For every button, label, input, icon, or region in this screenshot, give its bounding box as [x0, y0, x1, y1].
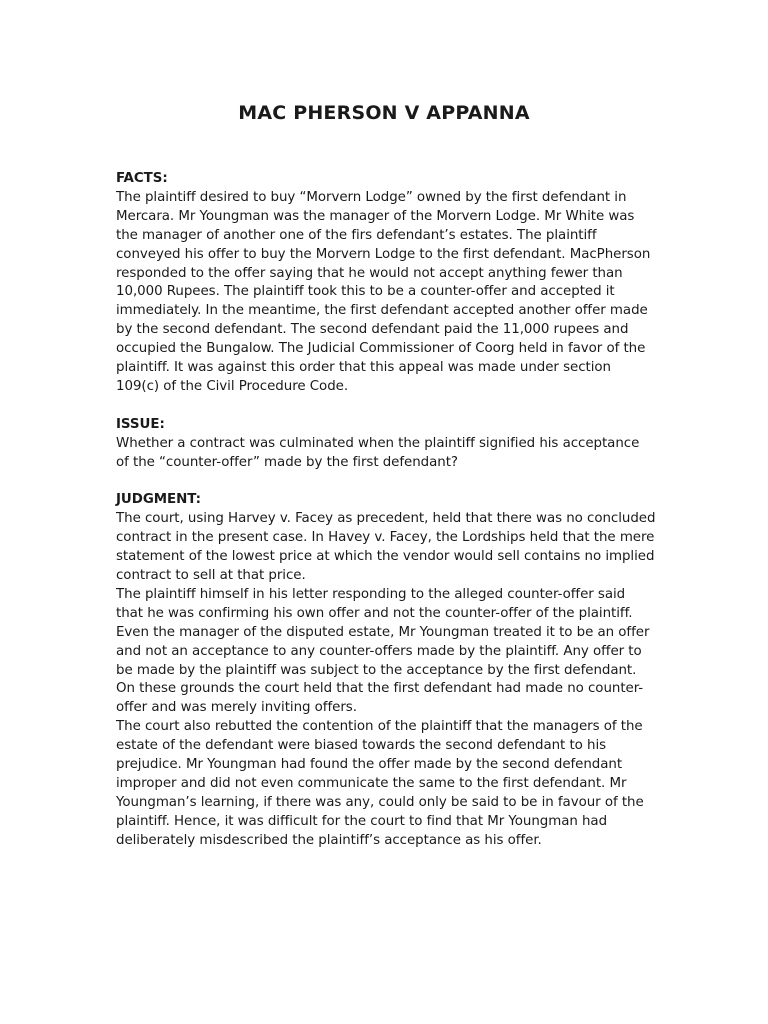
judgment-paragraph-3: The court also rebutted the contention of the plaintiff that the managers of the estate of the defendant were biased towards the second defendant to his prejudice. Mr Youngman had found the offer made by the second defendant improper and did not even communicate the same to the first defendant. Mr Youngman’s learning, if there was any, could only be said to be in favour of the plaintiff. Hence, it was difficult for the court to find that Mr Youngman had deliberately misdescribed the plaintiff’s acceptance as his offer. — [116, 719, 644, 848]
judgment-paragraph-2: The plaintiff himself in his letter responding to the alleged counter-offer said that he was confirming his own offer and not the counter-offer of the plaintiff. Even the manager of the disputed estate, Mr Youngman treated it to be an offer and not an acceptance to any counter-offers made by the plaintiff. Any offer to be made by the plaintiff was subject to the acceptance by the first defendant. On these grounds the court held that the first defendant had made no counter-offer and was merely inviting offers. — [116, 586, 650, 716]
document-page — [116, 100, 656, 851]
facts-section — [116, 170, 656, 397]
judgment-section — [116, 491, 656, 850]
judgment-paragraph-1: The court, using Harvey v. Facey as precedent, held that there was no concluded contract in the present case. In Havey v. Facey, the Lordships held that the mere statement of the lowest price at which the vendor would sell contains no implied contract to sell at that price. — [116, 511, 656, 583]
facts-heading: FACTS: — [116, 171, 168, 186]
page-title: MAC PHERSON V APPANNA — [238, 102, 530, 124]
facts-paragraph: The plaintiff desired to buy “Morvern Lodge” owned by the first defendant in Mercara. Mr Youngman was the manager of the Morvern Lodge. Mr White was the manager of another one of the firs defendant’s estates. The plaintiff conveyed his offer to buy the Morvern Lodge to the first defendant. MacPherson responded to the offer saying that he would not accept anything fewer than 10,000 Rupees. The plaintiff took this to be a counter-offer and accepted it immediately. In the meantime, the first defendant accepted another offer made by the second defendant. The second defendant paid the 11,000 rupees and occupied the Bungalow. The Judicial Commissioner of Coorg held in favor of the plaintiff. It was against this order that this appeal was made under section 109(c) of the Civil Procedure Code. — [116, 189, 651, 394]
issue-heading: ISSUE: — [116, 416, 165, 432]
issue-section — [116, 416, 656, 473]
judgment-heading: JUDGMENT: — [116, 492, 201, 508]
issue-paragraph: Whether a contract was culminated when the plaintiff signified his acceptance of the “counter-offer” made by the first defendant? — [116, 435, 640, 470]
